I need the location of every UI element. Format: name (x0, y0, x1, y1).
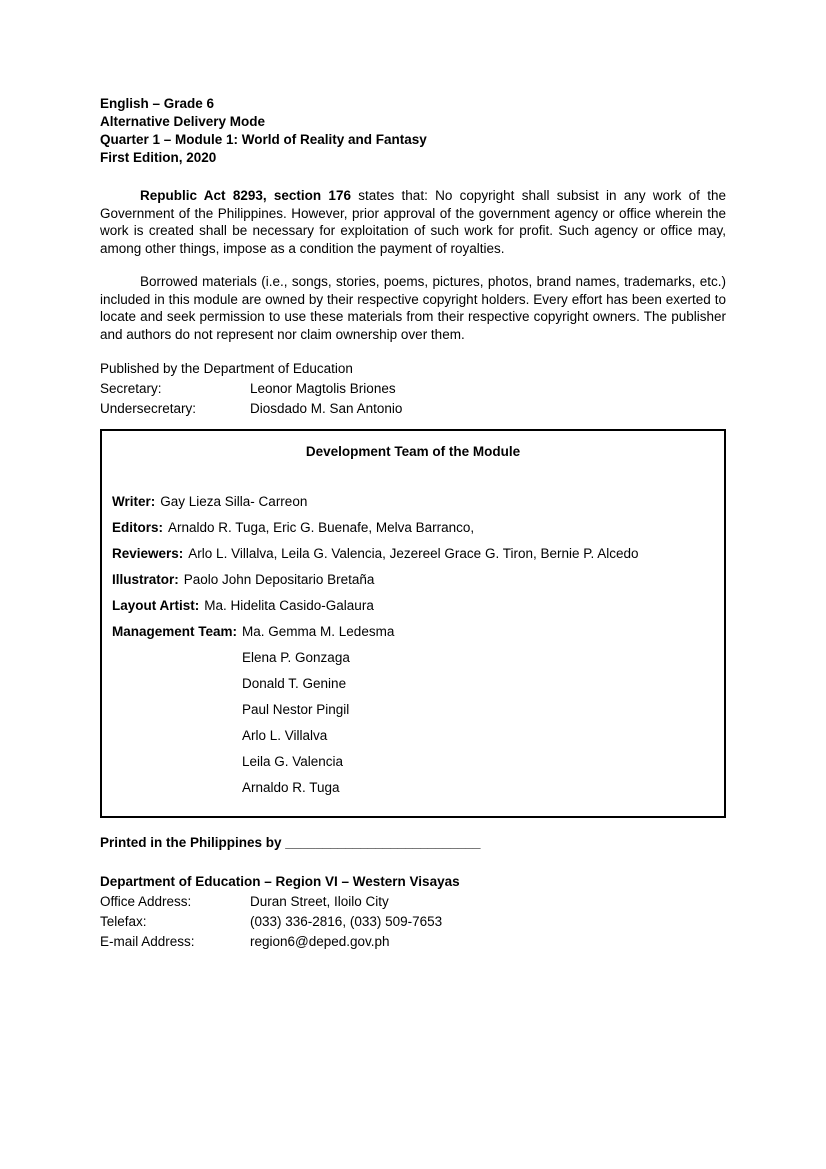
layout-artist-label: Layout Artist: (112, 597, 200, 613)
module-header (100, 95, 726, 167)
office-address-label: Office Address: (100, 893, 192, 909)
header-line-mode: Alternative Delivery Mode (100, 114, 266, 129)
editors-row (112, 519, 714, 537)
management-member: Paul Nestor Pingil (242, 701, 350, 717)
region-office-title: Department of Education – Region VI – Western Visayas (100, 873, 460, 889)
management-member: Leila G. Valencia (242, 753, 344, 769)
published-by-line: Published by the Department of Education (100, 361, 353, 376)
borrowed-materials-paragraph: Borrowed materials (i.e., songs, stories, poems, pictures, photos, brand names, trademarks, etc.) included in this module are owned by their respective copyright holders. Every effort has been exerted to locate and seek permission to use these materials from their respective copyright owners. The publisher and authors do not represent nor claim ownership over them. (100, 274, 726, 342)
writer-label: Writer: (112, 493, 156, 509)
management-team-label: Management Team: (112, 623, 238, 639)
illustrator-row (112, 571, 714, 589)
publisher-block (100, 359, 726, 419)
office-address-value: Duran Street, Iloilo City (250, 893, 389, 909)
header-line-subject: English – Grade 6 (100, 96, 215, 111)
editors-label: Editors: (112, 519, 164, 535)
development-team-box (100, 429, 726, 818)
undersecretary-label: Undersecretary: (100, 401, 197, 416)
office-address-row (100, 892, 726, 912)
email-address-value: region6@deped.gov.ph (250, 933, 390, 949)
secretary-row (100, 379, 726, 399)
undersecretary-value: Diosdado M. San Antonio (250, 401, 403, 416)
copyright-paragraph-text: states that: No copyright shall subsist in any work of the Government of the Philippines. However, prior approval of the government agency or office wherein the work is created shall be necessary for exploitation of such work for profit. Such agency or office may, among other things, impose as a condition the payment of royalties. (100, 188, 726, 256)
management-team-row (112, 623, 714, 641)
writer-value: Gay Lieza Silla- Carreon (160, 493, 308, 509)
illustrator-value: Paolo John Depositario Bretaña (183, 571, 375, 587)
printed-by-label: Printed in the Philippines by (100, 835, 286, 850)
telefax-value: (033) 336-2816, (033) 509-7653 (250, 913, 443, 929)
secretary-value: Leonor Magtolis Briones (250, 381, 396, 396)
reviewers-label: Reviewers: (112, 545, 184, 561)
undersecretary-row (100, 399, 726, 419)
header-line-module-title: Quarter 1 – Module 1: World of Reality and Fantasy (100, 132, 427, 147)
email-address-row (100, 932, 726, 952)
management-team-lead: Ma. Gemma M. Ledesma (242, 623, 395, 639)
header-line-edition: First Edition, 2020 (100, 150, 217, 165)
illustrator-label: Illustrator: (112, 571, 179, 587)
development-team-title: Development Team of the Module (305, 444, 521, 459)
telefax-label: Telefax: (100, 913, 147, 929)
management-member: Elena P. Gonzaga (242, 649, 350, 665)
management-member: Arlo L. Villalva (242, 727, 328, 743)
telefax-row (100, 912, 726, 932)
layout-artist-row (112, 597, 714, 615)
secretary-label: Secretary: (100, 381, 162, 396)
layout-artist-value: Ma. Hidelita Casido-Galaura (204, 597, 374, 613)
writer-row (112, 493, 714, 511)
management-member: Donald T. Genine (242, 675, 347, 691)
page-content (100, 0, 726, 952)
management-member: Arnaldo R. Tuga (242, 779, 340, 795)
reviewers-row (112, 545, 714, 563)
reviewers-value: Arlo L. Villalva, Leila G. Valencia, Jezereel Grace G. Tiron, Bernie P. Alcedo (188, 545, 639, 561)
email-address-label: E-mail Address: (100, 933, 195, 949)
copyright-paragraph (100, 187, 726, 257)
printer-blank-field: __________________________ (285, 835, 481, 850)
region-office-block (100, 872, 726, 952)
editors-value: Arnaldo R. Tuga, Eric G. Buenafe, Melva Barranco, (168, 519, 475, 535)
printed-in-philippines-line (100, 834, 726, 852)
republic-act-lead: Republic Act 8293, section 176 (140, 188, 351, 203)
